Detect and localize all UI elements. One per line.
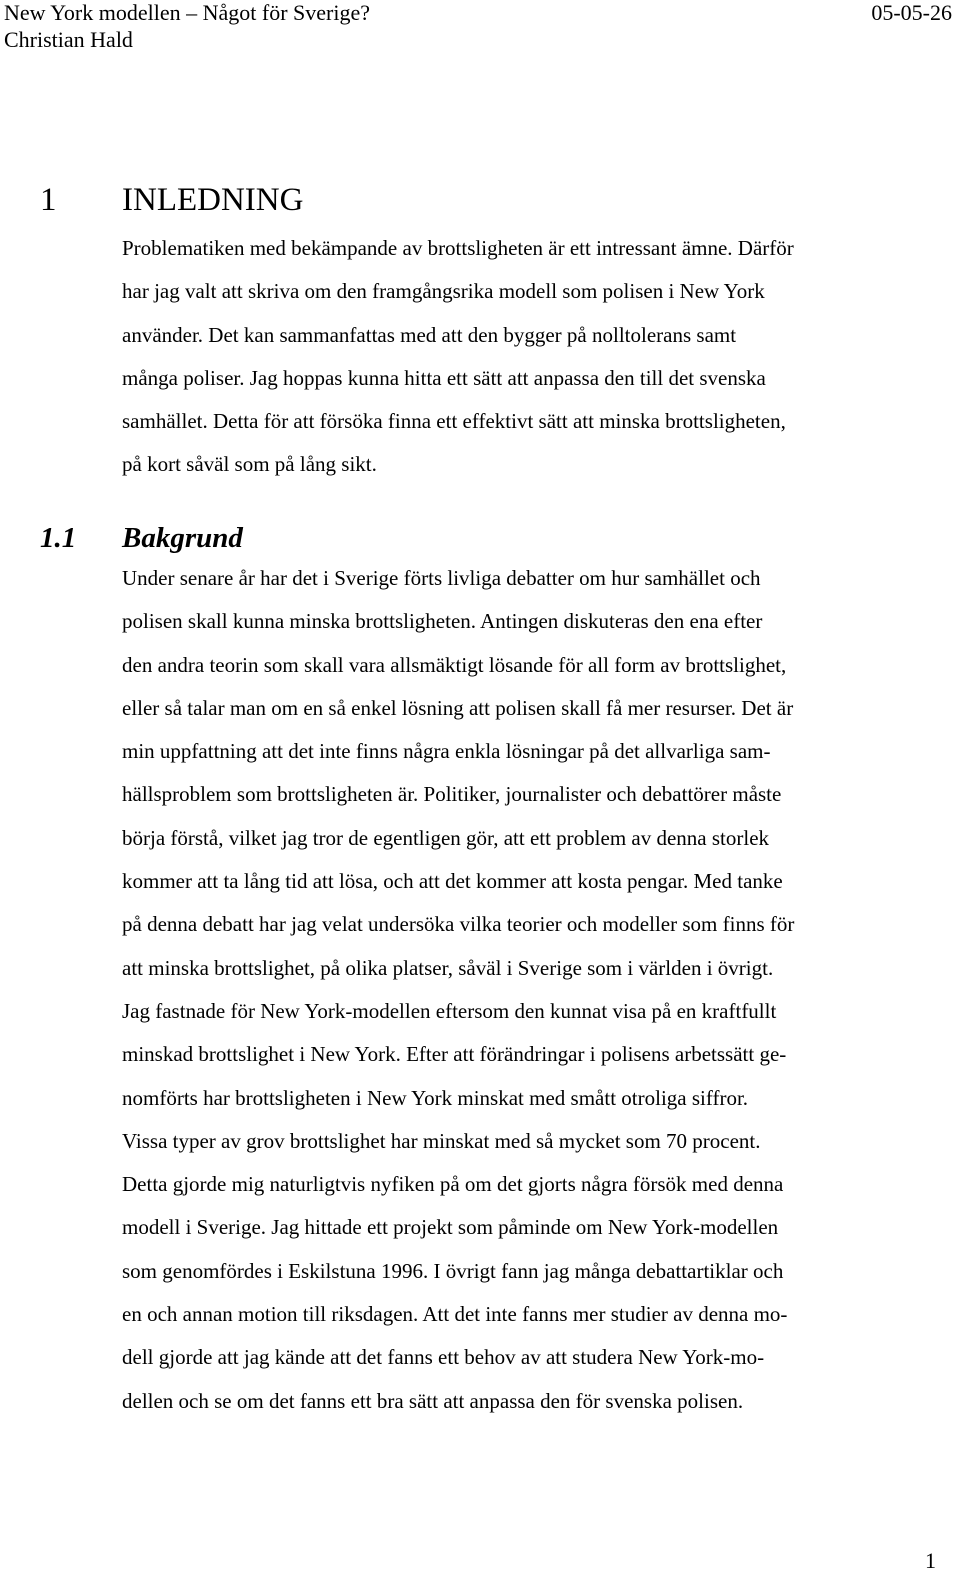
running-header-title: New York modellen – Något för Sverige?	[4, 0, 370, 25]
paragraph-inledning	[122, 227, 922, 487]
page-number: 1	[925, 1548, 936, 1573]
text-line: dellen och se om det fanns ett bra sätt att anpassa den för svenska polisen.	[122, 1388, 744, 1413]
text-line: polisen skall kunna minska brottsligheten. Antingen diskuteras den ena efter	[122, 609, 763, 634]
text-line: nomförts har brottsligheten i New York minskat med smått otroliga siffror.	[122, 1085, 749, 1110]
text-line: på denna debatt har jag velat undersöka vilka teorier och modeller som finns för	[122, 912, 795, 937]
text-line: dell gjorde att jag kände att det fanns ett behov av att studera New York-mo-	[122, 1345, 765, 1370]
text-line: hällsproblem som brottsligheten är. Politiker, journalister och debattörer måste	[122, 782, 782, 807]
text-line: min uppfattning att det inte finns några enkla lösningar på det allvarliga sam-	[122, 739, 771, 764]
section-number: 1	[40, 182, 57, 218]
text-line: har jag valt att skriva om den framgångsrika modell som polisen i New York	[122, 279, 765, 304]
text-line: börja förstå, vilket jag tror de egentligen gör, att ett problem av denna storlek	[122, 825, 770, 850]
text-line: Jag fastnade för New York-modellen eftersom den kunnat visa på en kraftfullt	[122, 998, 777, 1023]
text-line: Detta gjorde mig naturligtvis nyfiken på om det gjorts några försök med denna	[122, 1172, 784, 1197]
section-title: INLEDNING	[122, 182, 304, 218]
subsection-heading-bakgrund	[40, 520, 243, 556]
section-heading-inledning	[40, 180, 303, 220]
text-line: Under senare år har det i Sverige förts livliga debatter om hur samhället och	[122, 566, 761, 590]
running-header-date: 05-05-26	[871, 0, 952, 25]
text-line: använder. Det kan sammanfattas med att den bygger på nolltolerans samt	[122, 322, 737, 347]
subsection-title: Bakgrund	[122, 522, 243, 554]
text-line: som genomfördes i Eskilstuna 1996. I övrigt fann jag många debattartiklar och	[122, 1258, 784, 1283]
text-line: många poliser. Jag hoppas kunna hitta ett sätt att anpassa den till det svenska	[122, 365, 766, 390]
text-line: samhället. Detta för att försöka finna ett effektivt sätt att minska brottsligheten,	[122, 409, 786, 434]
text-line: minskad brottslighet i New York. Efter att förändringar i polisens arbetssätt ge-	[122, 1042, 787, 1067]
subsection-number: 1.1	[40, 522, 77, 554]
text-line: modell i Sverige. Jag hittade ett projekt som påminde om New York-modellen	[122, 1215, 779, 1240]
running-header-author: Christian Hald	[4, 27, 133, 52]
text-line: den andra teorin som skall vara allsmäktigt lösande för all form av brottslighet,	[122, 652, 787, 677]
text-line: på kort såväl som på lång sikt.	[122, 452, 377, 477]
text-line: Problematiken med bekämpande av brottsligheten är ett intressant ämne. Därför	[122, 236, 794, 260]
text-line: en och annan motion till riksdagen. Att det inte fanns mer studier av denna mo-	[122, 1302, 788, 1327]
text-line: eller så talar man om en så enkel lösning att polisen skall få mer resurser. Det är	[122, 695, 794, 720]
paragraph-bakgrund	[122, 557, 922, 1423]
text-line: att minska brottslighet, på olika platser, såväl i Sverige som i världen i övrigt.	[122, 955, 774, 980]
text-line: kommer att ta lång tid att lösa, och att det kommer att kosta pengar. Med tanke	[122, 869, 783, 894]
text-line: Vissa typer av grov brottslighet har minskat med så mycket som 70 procent.	[122, 1128, 761, 1153]
